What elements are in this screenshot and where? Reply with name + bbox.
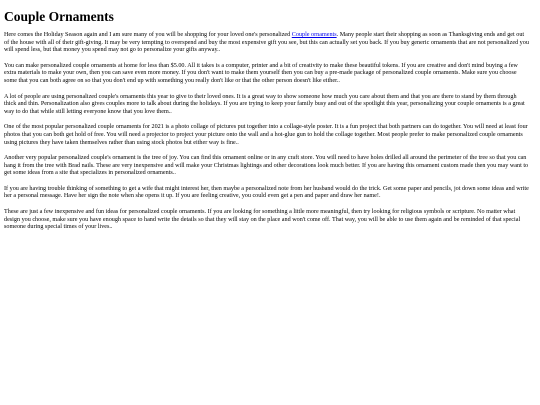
paragraph-tree-of-joy: Another very popular personalized couple's ornament is the tree of joy. You can find this ornament online or in any craft store. You will need to have holes drilled all around the perimeter of the tree so that you can hang it from the tree with Brad nails. These are very inexpensive and will make your Christmas lightings and other decorations look much better. If you are having this ornament custom made then you may want to get some ideas from a site that specializes in personalized ornaments..	[4, 155, 529, 177]
paragraph-personal-note: If you are having trouble thinking of something to get a wife that might interest her, then maybe a personalized note from her husband would do the trick. Get some paper and pencils, jot down some ideas and write her a personal message. Have her sign the note when she opens it up. If you are feeling creative, you could even get a pen and paper and draw her name!.	[4, 185, 529, 200]
page-title: Couple Ornaments	[4, 9, 114, 24]
couple-ornaments-link[interactable]: Couple ornaments	[291, 32, 337, 38]
paragraph-text: . Many people start their shopping as soon as Thanksgiving ends and get out of the house with all of their gift-giving. It may be very tempting to overspend and buy the most expensive gift you see, but this can actually set you back. If you buy generic ornaments that are not personalized you will spend less, but that money you spend may not go to personalize your gifts anyway..	[4, 32, 529, 54]
paragraph-text: Here comes the Holiday Season again and I am sure many of you will be shopping for your loved one's personalized	[4, 32, 292, 38]
paragraph-photo-collage: One of the most popular personalized couple ornaments for 2021 is a photo collage of pictures put together into a collage-style poster. It is a fun project that both partners can do together. You will need at least four photos that you can both get hold of free. You will need a projector to project your picture onto the wall and a hot-glue gun to hold the collage together. Most people prefer to make personalized couple ornaments using pictures they have taken themselves rather than using stock photos but either way is fine..	[4, 124, 528, 146]
paragraph-make-at-home: You can make personalized couple ornaments at home for less than $5.00. All it takes is a computer, printer and a bit of creativity to make these beautiful tokens. If you are creative and don't mind buying a few extra materials to make your own, then you can save even more money. If you don't want to make them yourself then you can buy a pre-made package of personalized couple ornaments. Make sure you choose some that you can both agree on so that you don't end up with something you really don't like or that the other person doesn't like either..	[4, 62, 518, 85]
paragraph-conclusion: These are just a few inexpensive and fun ideas for personalized couple ornaments. If you are looking for something a little more meaningful, then try looking for religious symbols or scripture. No matter what design you choose, make sure you have enough space to hand write the details so that they will stay on the place and won't come off. That way, you will be able to use them again and be reminded of that special someone during special times of your lives..	[4, 208, 521, 231]
paragraph-intro	[4, 32, 530, 55]
paragraph-loved-ones: A lot of people are using personalized couple's ornaments this year to give to their loved ones. It is a great way to show someone how much you care about them and that you are there to stand by them through thick and thin. Personalization also gives couples more to talk about during the holidays. If you are trying to keep your family busy and out of the spotlight this year, personalizing your couple ornaments is a great way to do that while still letting everyone know that you love them..	[4, 93, 525, 115]
